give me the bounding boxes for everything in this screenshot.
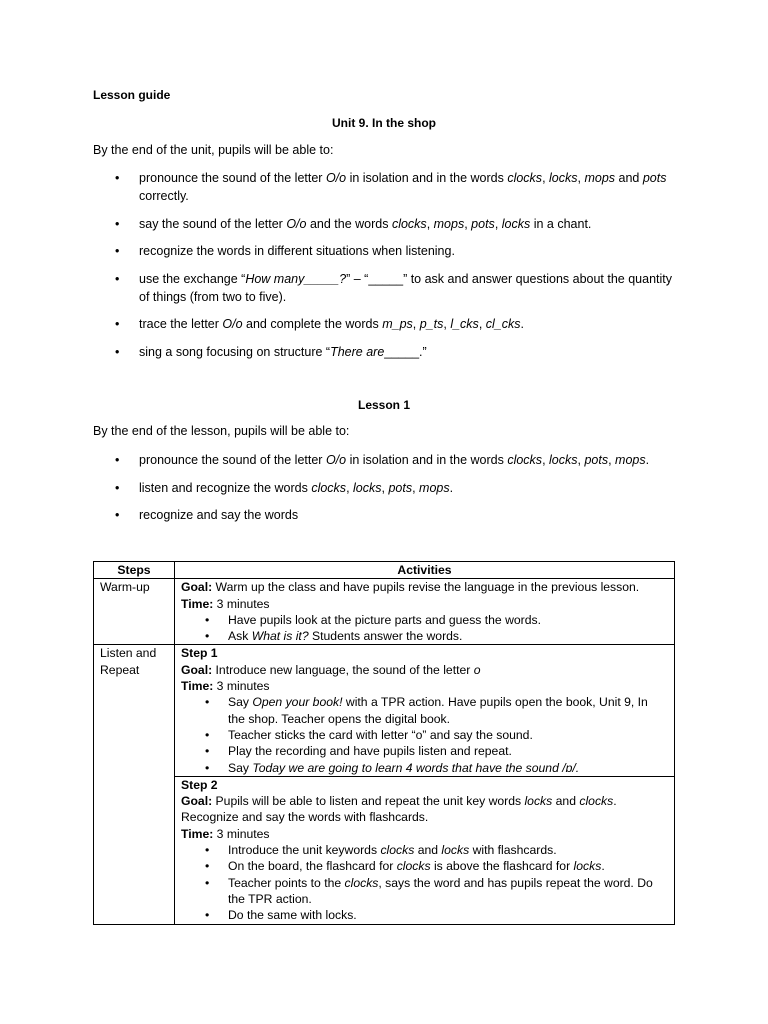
list-item: • Teacher points to the clocks, says the word and has pupils repeat the word. Do the TPR action. — [181, 875, 668, 908]
list-item: • Introduce the unit keywords clocks and locks with flashcards. — [181, 842, 668, 858]
list-item: • Ask What is it? Students answer the words. — [181, 628, 668, 644]
list-item: • On the board, the flashcard for clocks is above the flashcard for locks. — [181, 858, 668, 874]
table-row — [94, 645, 675, 776]
list-item: • pronounce the sound of the letter O/o in isolation and in the words clocks, locks, pots, mops. — [93, 451, 673, 469]
unit-intro: By the end of the unit, pupils will be able to: — [93, 143, 334, 157]
list-item: • say the sound of the letter O/o and the words clocks, mops, pots, locks in a chant. — [93, 215, 673, 233]
step2-bullets — [181, 842, 668, 923]
list-item: • Have pupils look at the picture parts and guess the words. — [181, 612, 668, 628]
step-name-listen-repeat: Listen and Repeat — [94, 645, 175, 924]
list-item: • trace the letter O/o and complete the words m_ps, p_ts, l_cks, cl_cks. — [93, 315, 673, 333]
step1-time: Time: 3 minutes — [181, 679, 270, 694]
list-item: • recognize the words in different situations when listening. — [93, 242, 673, 260]
list-item: • sing a song focusing on structure “There are_____.” — [93, 343, 673, 361]
table-row — [94, 776, 675, 924]
lesson-guide-heading: Lesson guide — [93, 88, 171, 102]
warmup-activities — [175, 579, 675, 645]
step-name-warmup: Warm-up — [94, 579, 175, 645]
step1-goal: Goal: Introduce new language, the sound of the letter o — [181, 662, 481, 677]
warmup-bullets — [181, 612, 668, 645]
step1-bullets — [181, 694, 668, 775]
list-item: • pronounce the sound of the letter O/o in isolation and in the words clocks, locks, mops and pots correctly. — [93, 169, 673, 205]
step2-title: Step 2 — [181, 777, 218, 792]
list-item: • Play the recording and have pupils listen and repeat. — [181, 743, 668, 759]
step2-activities — [175, 776, 675, 924]
table-header-row — [94, 562, 675, 579]
list-item: • Say Open your book! with a TPR action. Have pupils open the book, Unit 9, In the shop. Teacher opens the digital book. — [181, 694, 668, 727]
step1-activities — [175, 645, 675, 776]
warmup-goal: Goal: Warm up the class and have pupils revise the language in the previous lesson. — [181, 580, 640, 595]
list-item: • Teacher sticks the card with letter “o” and say the sound. — [181, 727, 668, 743]
lesson-title: Lesson 1 — [357, 398, 411, 412]
list-item: • listen and recognize the words clocks, locks, pots, mops. — [93, 479, 673, 497]
warmup-time: Time: 3 minutes — [181, 596, 270, 611]
step2-time: Time: 3 minutes — [181, 826, 270, 841]
lesson-intro: By the end of the lesson, pupils will be able to: — [93, 424, 350, 438]
step2-goal: Goal: Pupils will be able to listen and repeat the unit key words locks and clocks. Recognize and say the words with flashcards. — [181, 794, 617, 825]
lesson-objectives-list — [93, 451, 673, 534]
unit-title: Unit 9. In the shop — [332, 116, 436, 130]
step1-title: Step 1 — [181, 646, 218, 661]
list-item: • Say Today we are going to learn 4 words that have the sound /ɒ/. — [181, 760, 668, 776]
unit-objectives-list — [93, 169, 673, 370]
list-item: • recognize and say the words — [93, 506, 673, 524]
list-item: • use the exchange “How many_____?” – “_____” to ask and answer questions about the quantity of things (from two to five). — [93, 270, 673, 306]
list-item: • Do the same with locks. — [181, 907, 668, 923]
lesson-steps-table — [93, 561, 675, 925]
activities-column-header: Activities — [175, 562, 675, 579]
steps-column-header: Steps — [94, 562, 175, 579]
table-row — [94, 579, 675, 645]
